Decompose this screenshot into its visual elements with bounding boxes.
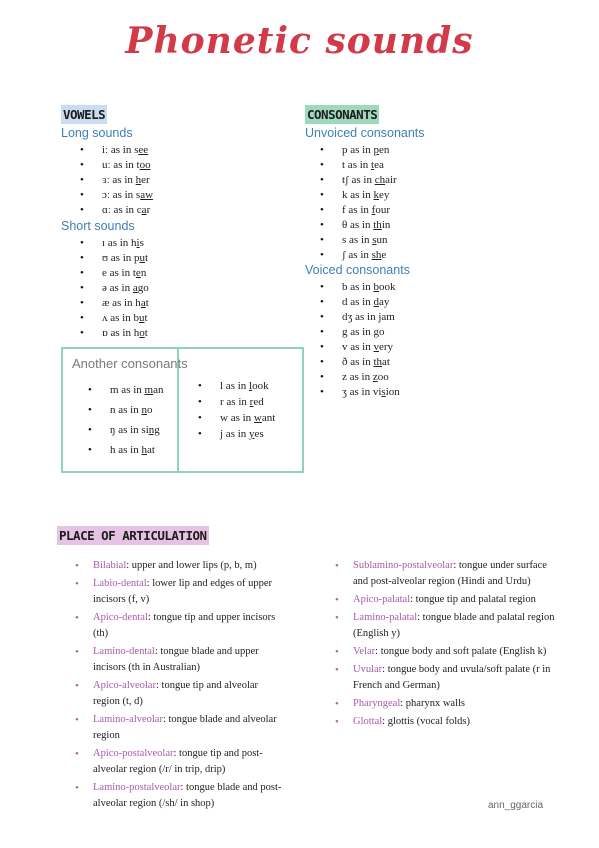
articulation-desc: : glottis (vocal folds) bbox=[382, 716, 470, 727]
phonetic-suffix: ant bbox=[261, 412, 276, 424]
articulation-section bbox=[57, 527, 209, 545]
phonetic-suffix: ion bbox=[385, 386, 400, 398]
articulation-item bbox=[335, 558, 557, 590]
phonetic-item bbox=[80, 311, 149, 326]
articulation-term: Bilabial bbox=[93, 560, 127, 571]
unvoiced-list bbox=[320, 143, 397, 263]
phonetic-item bbox=[320, 370, 400, 385]
articulation-desc: : tongue body and soft palate (English k) bbox=[375, 646, 547, 657]
articulation-term: Apico-dental bbox=[93, 612, 148, 623]
example-sound: j bbox=[378, 311, 382, 323]
phonetic-prefix: f as in bbox=[342, 204, 372, 216]
articulation-heading: PLACE OF ARTICULATION bbox=[59, 528, 207, 543]
articulation-term: Velar bbox=[353, 646, 376, 657]
phonetic-item bbox=[88, 403, 163, 418]
phonetic-prefix: g as in bbox=[342, 326, 374, 338]
phonetic-item bbox=[88, 423, 163, 438]
phonetic-item bbox=[320, 158, 397, 173]
phonetic-prefix: e as in t bbox=[102, 267, 136, 279]
phonetic-suffix: o bbox=[146, 404, 153, 416]
phonetic-item bbox=[320, 203, 397, 218]
phonetic-item bbox=[320, 188, 397, 203]
phonetic-item bbox=[80, 326, 149, 341]
phonetic-suffix: ay bbox=[378, 296, 390, 308]
example-sound: sh bbox=[371, 249, 382, 261]
phonetic-suffix: oo bbox=[377, 371, 389, 383]
phonetic-item bbox=[320, 143, 397, 158]
articulation-term: Uvular bbox=[353, 664, 383, 675]
example-sound: s bbox=[372, 234, 377, 246]
phonetic-suffix: in bbox=[381, 219, 391, 231]
example-sound: ng bbox=[148, 424, 160, 436]
short-sounds-label: Short sounds bbox=[61, 219, 135, 233]
phonetic-suffix: e bbox=[381, 249, 387, 261]
phonetic-item bbox=[80, 296, 149, 311]
phonetic-suffix: n bbox=[140, 267, 147, 279]
phonetic-item bbox=[198, 379, 275, 394]
phonetic-prefix: ə as in bbox=[102, 282, 133, 294]
phonetic-prefix: ʃ as in bbox=[342, 249, 372, 261]
articulation-term: Lamino-postalveolar bbox=[93, 782, 181, 793]
phonetic-item bbox=[80, 188, 153, 203]
articulation-desc: : tongue tip and upper incisors (th) bbox=[93, 612, 276, 639]
phonetic-prefix: d as in bbox=[342, 296, 374, 308]
phonetic-item bbox=[320, 310, 400, 325]
phonetic-prefix: dʒ as in bbox=[342, 311, 379, 323]
phonetic-prefix: ð as in bbox=[342, 356, 374, 368]
footer-credit: ann_ggarcia bbox=[488, 800, 544, 811]
phonetic-prefix: b as in bbox=[342, 281, 374, 293]
example-sound: g bbox=[373, 326, 379, 338]
articulation-term: Pharyngeal bbox=[353, 698, 401, 709]
phonetic-suffix: r bbox=[146, 204, 151, 216]
phonetic-suffix: er bbox=[141, 174, 150, 186]
unvoiced-label: Unvoiced consonants bbox=[305, 126, 425, 140]
articulation-item bbox=[335, 610, 557, 642]
articulation-term: Sublamino-postalveolar bbox=[353, 560, 454, 571]
phonetic-suffix: en bbox=[378, 144, 390, 156]
phonetic-prefix: ɪ as in h bbox=[102, 237, 137, 249]
phonetic-suffix: ea bbox=[374, 159, 384, 171]
phonetic-item bbox=[198, 411, 275, 426]
phonetic-prefix: l as in bbox=[220, 380, 250, 392]
articulation-item bbox=[335, 644, 557, 660]
long-sounds-label: Long sounds bbox=[61, 126, 133, 140]
example-sound: l bbox=[249, 380, 253, 392]
articulation-desc: : tongue blade and palatal region (English y) bbox=[353, 612, 555, 639]
articulation-desc: : upper and lower lips (p, b, m) bbox=[126, 560, 257, 571]
articulation-desc: : tongue body and uvula/soft palate (r in French and German) bbox=[353, 664, 551, 691]
phonetic-item bbox=[88, 383, 163, 398]
phonetic-item bbox=[320, 233, 397, 248]
phonetic-item bbox=[80, 203, 153, 218]
articulation-item bbox=[335, 592, 557, 608]
consonants-section bbox=[305, 106, 379, 124]
voiced-list bbox=[320, 280, 400, 400]
articulation-item bbox=[75, 678, 285, 710]
articulation-item bbox=[335, 714, 557, 730]
phonetic-prefix: ʊ as in p bbox=[102, 252, 140, 264]
vowels-heading: VOWELS bbox=[63, 107, 106, 122]
phonetic-prefix: n as in bbox=[110, 404, 142, 416]
phonetic-item bbox=[320, 295, 400, 310]
example-sound: n bbox=[141, 404, 147, 416]
example-sound: a bbox=[132, 282, 138, 294]
example-sound: th bbox=[373, 356, 383, 368]
phonetic-prefix: m as in bbox=[110, 384, 145, 396]
phonetic-item bbox=[80, 251, 149, 266]
phonetic-suffix: ook bbox=[378, 281, 396, 293]
phonetic-suffix: ery bbox=[378, 341, 394, 353]
example-sound: z bbox=[372, 371, 378, 383]
phonetic-prefix: θ as in bbox=[342, 219, 374, 231]
long-sounds-list bbox=[80, 143, 153, 218]
articulation-desc: : tongue blade and upper incisors (th in Australian) bbox=[93, 646, 259, 673]
phonetic-item bbox=[80, 158, 153, 173]
phonetic-prefix: r as in bbox=[220, 396, 250, 408]
example-sound: u bbox=[138, 312, 145, 324]
phonetic-suffix: an bbox=[153, 384, 164, 396]
example-sound: a bbox=[140, 297, 146, 309]
phonetic-prefix: ŋ as in si bbox=[110, 424, 149, 436]
articulation-desc: : tongue blade and post-alveolar region (/sh/ in shop) bbox=[93, 782, 282, 809]
phonetic-suffix: t bbox=[145, 297, 149, 309]
phonetic-prefix: ɒ as in h bbox=[102, 327, 140, 339]
phonetic-suffix: un bbox=[376, 234, 388, 246]
example-sound: th bbox=[373, 219, 382, 231]
articulation-item bbox=[335, 696, 557, 712]
articulation-desc: : tongue blade and alveolar region bbox=[93, 714, 277, 741]
articulation-item bbox=[75, 610, 285, 642]
example-sound: u bbox=[139, 252, 146, 264]
phonetic-prefix: iː as in s bbox=[102, 144, 139, 156]
phonetic-item bbox=[320, 385, 400, 400]
short-sounds-list bbox=[80, 236, 149, 341]
phonetic-suffix: t bbox=[145, 252, 149, 264]
another-right-list bbox=[198, 379, 275, 443]
phonetic-prefix: p as in bbox=[342, 144, 374, 156]
phonetic-prefix: ɔː as in s bbox=[102, 189, 141, 201]
phonetic-prefix: tʃ as in bbox=[342, 174, 375, 186]
page-title: Phonetic sounds bbox=[125, 20, 474, 62]
example-sound: e bbox=[135, 267, 141, 279]
phonetic-prefix: j as in bbox=[220, 428, 250, 440]
example-sound: r bbox=[249, 396, 254, 408]
articulation-term: Lamino-palatal bbox=[353, 612, 418, 623]
articulation-item bbox=[335, 662, 557, 694]
phonetic-prefix: z as in bbox=[342, 371, 373, 383]
articulation-left-list bbox=[75, 558, 285, 814]
articulation-term: Apico-alveolar bbox=[93, 680, 156, 691]
articulation-desc: : lower lip and edges of upper incisors (f, v) bbox=[93, 578, 273, 605]
phonetic-suffix: t bbox=[144, 312, 148, 324]
articulation-item bbox=[75, 558, 285, 574]
example-sound: ee bbox=[138, 144, 149, 156]
example-sound: oo bbox=[139, 159, 151, 171]
phonetic-prefix: k as in bbox=[342, 189, 374, 201]
phonetic-item bbox=[80, 173, 153, 188]
articulation-item bbox=[75, 712, 285, 744]
example-sound: t bbox=[371, 159, 375, 171]
articulation-term: Apico-postalveolar bbox=[93, 748, 174, 759]
example-sound: p bbox=[373, 144, 379, 156]
phonetic-suffix: t bbox=[144, 327, 148, 339]
vowels-section bbox=[61, 106, 107, 124]
consonants-heading: CONSONANTS bbox=[307, 107, 378, 122]
articulation-term: Labio-dental bbox=[93, 578, 147, 589]
phonetic-item bbox=[320, 340, 400, 355]
example-sound: h bbox=[135, 174, 142, 186]
articulation-item bbox=[75, 746, 285, 778]
articulation-term: Apico-palatal bbox=[353, 594, 411, 605]
phonetic-suffix: ed bbox=[253, 396, 264, 408]
phonetic-item bbox=[80, 143, 153, 158]
example-sound: f bbox=[371, 204, 376, 216]
example-sound: i bbox=[136, 237, 140, 249]
articulation-desc: : tongue tip and alveolar region (t, d) bbox=[93, 680, 259, 707]
another-consonants-label: Another consonants bbox=[72, 356, 188, 371]
phonetic-item bbox=[320, 248, 397, 263]
phonetic-suffix: ey bbox=[378, 189, 390, 201]
phonetic-prefix: h as in bbox=[110, 444, 142, 456]
phonetic-suffix: go bbox=[137, 282, 149, 294]
phonetic-prefix: s as in bbox=[342, 234, 373, 246]
example-sound: w bbox=[253, 412, 262, 424]
articulation-term: Lamino-dental bbox=[93, 646, 155, 657]
phonetic-prefix: ʌ as in b bbox=[102, 312, 139, 324]
phonetic-suffix: at bbox=[146, 444, 155, 456]
example-sound: y bbox=[249, 428, 255, 440]
example-sound: v bbox=[373, 341, 379, 353]
phonetic-item bbox=[320, 355, 400, 370]
phonetic-suffix: am bbox=[381, 311, 395, 323]
articulation-right-list bbox=[335, 558, 557, 732]
phonetic-prefix: t as in bbox=[342, 159, 372, 171]
phonetic-prefix: ɜː as in bbox=[102, 174, 136, 186]
phonetic-item bbox=[320, 280, 400, 295]
articulation-item bbox=[75, 576, 285, 608]
phonetic-item bbox=[80, 236, 149, 251]
phonetic-prefix: v as in bbox=[342, 341, 374, 353]
example-sound: k bbox=[373, 189, 379, 201]
example-sound: b bbox=[373, 281, 379, 293]
phonetic-item bbox=[198, 395, 275, 410]
articulation-desc: : pharynx walls bbox=[400, 698, 465, 709]
phonetic-item bbox=[320, 173, 397, 188]
phonetic-prefix: w as in bbox=[220, 412, 254, 424]
phonetic-prefix: ɑː as in c bbox=[102, 204, 142, 216]
phonetic-suffix: o bbox=[378, 326, 385, 338]
phonetic-suffix: es bbox=[254, 428, 264, 440]
phonetic-item bbox=[80, 266, 149, 281]
phonetic-prefix: æ as in h bbox=[102, 297, 141, 309]
example-sound: m bbox=[144, 384, 154, 396]
articulation-item bbox=[75, 780, 285, 812]
articulation-desc: : tongue tip and palatal region bbox=[410, 594, 536, 605]
example-sound: d bbox=[373, 296, 379, 308]
articulation-desc: : tongue under surface and post-alveolar region (Hindi and Urdu) bbox=[353, 560, 547, 587]
example-sound: a bbox=[141, 204, 147, 216]
phonetic-item bbox=[320, 218, 397, 233]
example-sound: o bbox=[139, 327, 145, 339]
articulation-term: Glottal bbox=[353, 716, 383, 727]
articulation-desc: : tongue tip and post-alveolar region (/r/ in trip, drip) bbox=[93, 748, 263, 775]
phonetic-item bbox=[198, 427, 275, 442]
articulation-term: Lamino-alveolar bbox=[93, 714, 163, 725]
phonetic-item bbox=[80, 281, 149, 296]
example-sound: h bbox=[141, 444, 147, 456]
phonetic-suffix: s bbox=[139, 237, 144, 249]
another-left-list bbox=[88, 383, 163, 463]
phonetic-suffix: ook bbox=[252, 380, 269, 392]
example-sound: s bbox=[381, 386, 386, 398]
voiced-label: Voiced consonants bbox=[305, 263, 410, 277]
articulation-item bbox=[75, 644, 285, 676]
example-sound: ch bbox=[374, 174, 386, 186]
phonetic-suffix: at bbox=[382, 356, 390, 368]
phonetic-item bbox=[88, 443, 163, 458]
example-sound: aw bbox=[140, 189, 154, 201]
phonetic-prefix: ʒ as in vi bbox=[342, 386, 382, 398]
phonetic-suffix: air bbox=[385, 174, 397, 186]
phonetic-suffix: our bbox=[375, 204, 390, 216]
phonetic-item bbox=[320, 325, 400, 340]
phonetic-prefix: uː as in t bbox=[102, 159, 140, 171]
